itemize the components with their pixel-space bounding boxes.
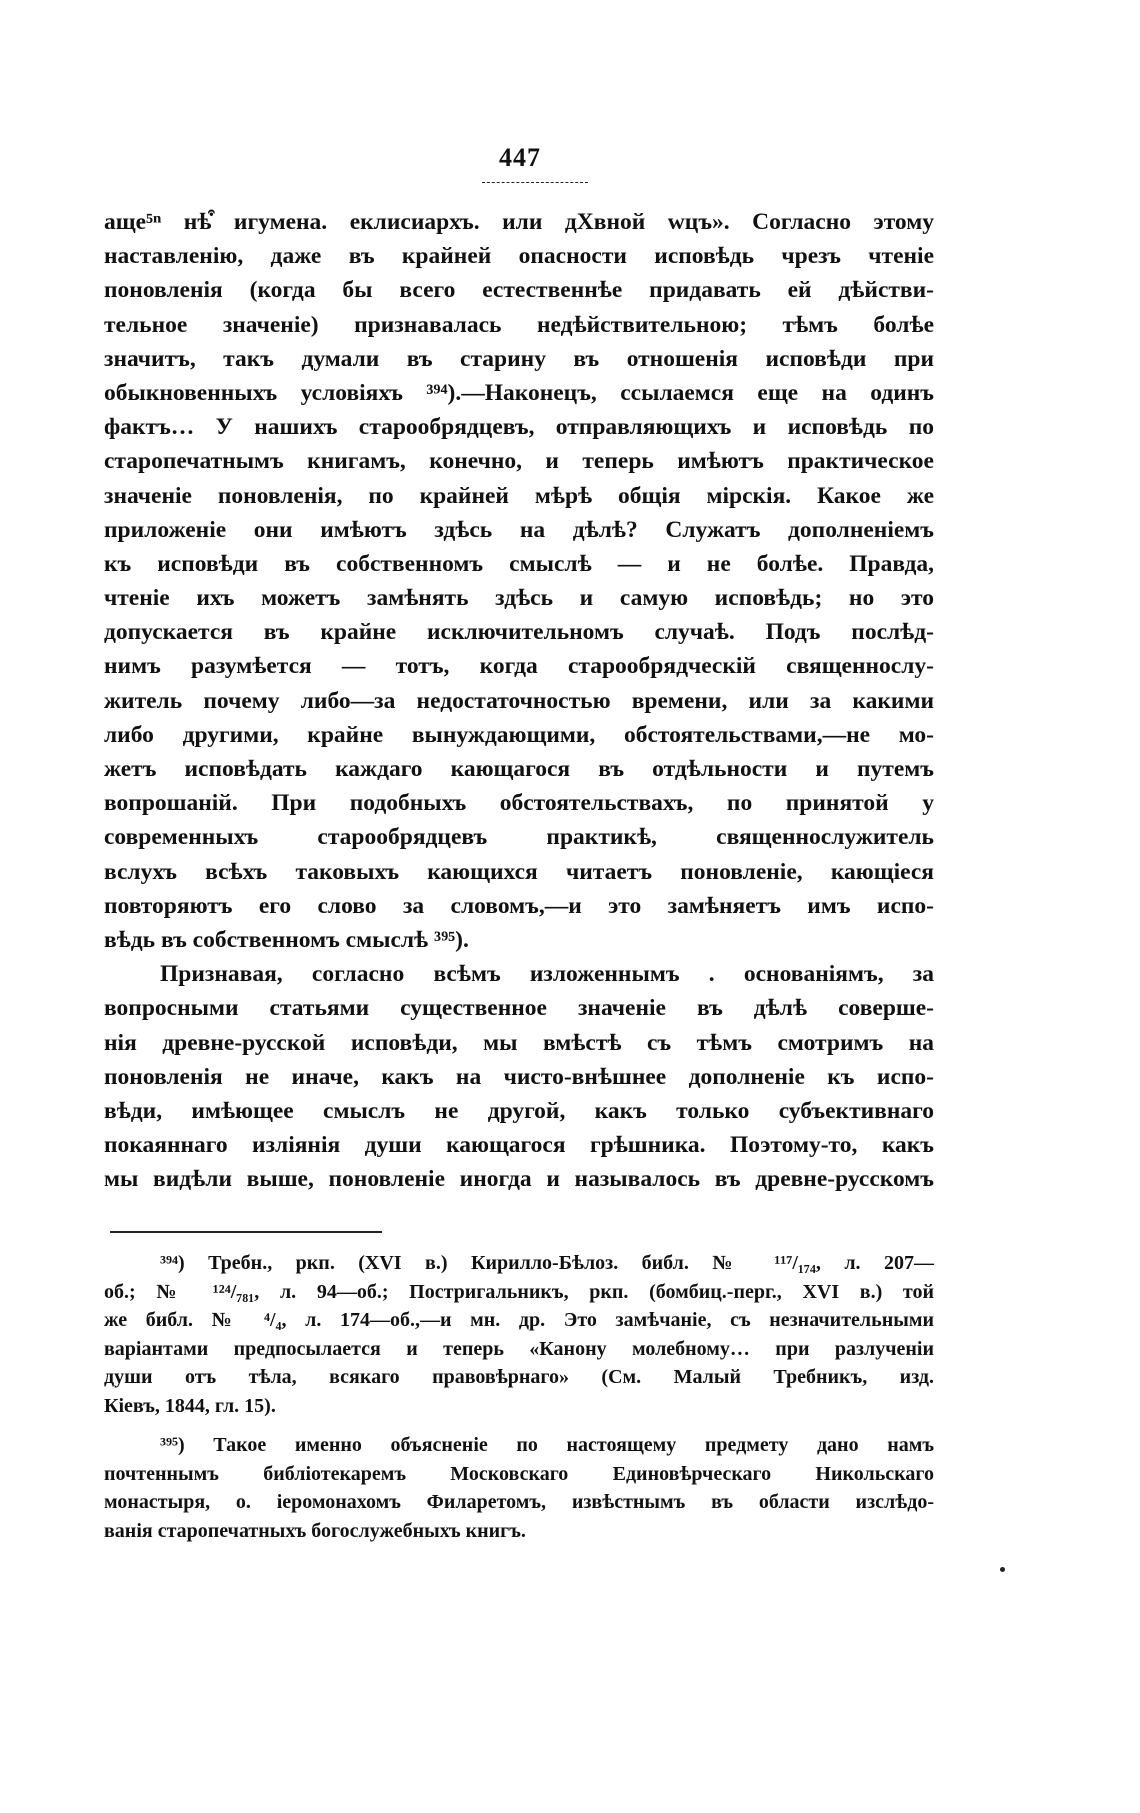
footnote-line: ванія старопечатныхъ богослужебныхъ книгъ. [104, 1519, 526, 1542]
footnote-line: ³⁹⁴) Требн., ркп. (XVI в.) Кирилло-Бѣлоз. библ. № ¹¹⁷/₁₇₄, л. 207— [160, 1252, 934, 1274]
footnote-separator [110, 1231, 382, 1233]
text-line: допускается въ крайне исключительномъ случаѣ. Подъ послѣд- [104, 619, 934, 646]
text-line: значитъ, такъ думали въ старину въ отношенія исповѣди при [104, 345, 934, 372]
text-line: наставленію, даже въ крайней опасности исповѣдь чрезъ чтеніе [104, 243, 934, 270]
footnote-line: варіантами предпосылается и теперь «Канону молебному… при разлученіи [104, 1337, 934, 1360]
footnote-line: ³⁹⁵) Такое именно объясненіе по настоящему предмету дано намъ [160, 1434, 934, 1456]
text-line: аще⁵ⁿ нѣ͒ игумена. еклисиархъ. или дХвной wцъ». Согласно этому [104, 209, 934, 235]
footnote-line: об.; № ¹²⁴/₇₈₁, л. 94—об.; Постригальникъ, ркп. (бомбиц.-перг., XVI в.) той [104, 1280, 934, 1303]
text-line-paragraph-end: вѣдь въ собственномъ смыслѣ ³⁹⁵). [104, 926, 469, 953]
text-line: тельное значеніе) признавалась недѣйствительною; тѣмъ болѣе [104, 311, 934, 338]
footnotes [104, 1249, 934, 1545]
text-line: значеніе поновленія, по крайней мѣрѣ общія мірскія. Какое же [104, 482, 934, 509]
page-number: 447 [499, 143, 541, 172]
text-line: чтеніе ихъ можетъ замѣнять здѣсь и самую исповѣдь; но это [104, 585, 934, 612]
text-line: вопросными статьями существенное значеніе въ дѣлѣ соверше- [104, 995, 934, 1022]
page-number-rule [482, 182, 588, 183]
footnote-394 [104, 1249, 934, 1420]
text-line: житель почему либо—за недостаточностью времени, или за какими [104, 687, 934, 714]
text-line: старопечатнымъ книгамъ, конечно, и теперь имѣютъ практическое [104, 448, 934, 475]
footnote-line: души отъ тѣла, всякаго правовѣрнаго» (См. Малый Требникъ, изд. [104, 1366, 934, 1388]
footnote-gap [104, 1420, 934, 1431]
footnote-line: же библ. № ⁴/₄, л. 174—об.,—и мн. др. Это замѣчаніе, съ незначительными [104, 1309, 934, 1331]
text-line: жетъ исповѣдать каждаго кающагося въ отдѣльности и путемъ [104, 756, 934, 782]
text-line-paragraph-start: Признавая, согласно всѣмъ изложеннымъ . основаніямъ, за [160, 961, 934, 988]
footnote-line: почтеннымъ библіотекаремъ Московскаго Единовѣрческаго Никольскаго [104, 1462, 934, 1485]
text-line: либо другими, крайне вынуждающими, обстоятельствами,—не мо- [104, 721, 934, 748]
footnote-395 [104, 1431, 934, 1545]
text-line: современныхъ старообрядцевъ практикѣ, священнослужитель [104, 824, 934, 851]
text-line: покаяннаго изліянія души кающагося грѣшника. Поэтому-то, какъ [104, 1132, 934, 1159]
text-line: нія древне-русской исповѣди, мы вмѣстѣ съ тѣмъ смотримъ на [104, 1029, 934, 1056]
text-line: фактъ… У нашихъ старообрядцевъ, отправляющихъ и исповѣдь по [104, 414, 934, 441]
text-line: поновленія (когда бы всего естественнѣе придавать ей дѣйстви- [104, 277, 934, 304]
text-line: повторяютъ его слово за словомъ,—и это замѣняетъ имъ испо- [104, 892, 934, 919]
text-line: приложеніе они имѣютъ здѣсь на дѣлѣ? Служатъ дополненіемъ [104, 516, 934, 543]
ink-speck [1000, 1567, 1005, 1572]
text-line: вопрошаній. При подобныхъ обстоятельствахъ, по принятой у [104, 790, 934, 817]
text-line: мы видѣли выше, поновленіе иногда и называлось въ древне-русскомъ [104, 1166, 934, 1193]
text-line: поновленія не иначе, какъ на чисто-внѣшнее дополненіе къ испо- [104, 1063, 934, 1090]
footnote-line: Кіевъ, 1844, гл. 15). [104, 1394, 276, 1417]
text-line: нимъ разумѣется — тотъ, когда старообрядческій священнослу- [104, 653, 934, 680]
main-text [104, 205, 934, 1196]
text-line: вслухъ всѣхъ таковыхъ кающихся читаетъ поновленіе, кающіеся [104, 858, 934, 885]
text-line: обыкновенныхъ условіяхъ ³⁹⁴).—Наконецъ, ссылаемся еще на одинъ [104, 379, 934, 406]
footnote-line: монастыря, о. іеромонахомъ Филаретомъ, извѣстнымъ въ области изслѣдо- [104, 1491, 934, 1513]
text-line: къ исповѣди въ собственномъ смыслѣ — и не болѣе. Правда, [104, 550, 934, 577]
text-line: вѣди, имѣющее смыслъ не другой, какъ только субъективнаго [104, 1097, 934, 1124]
